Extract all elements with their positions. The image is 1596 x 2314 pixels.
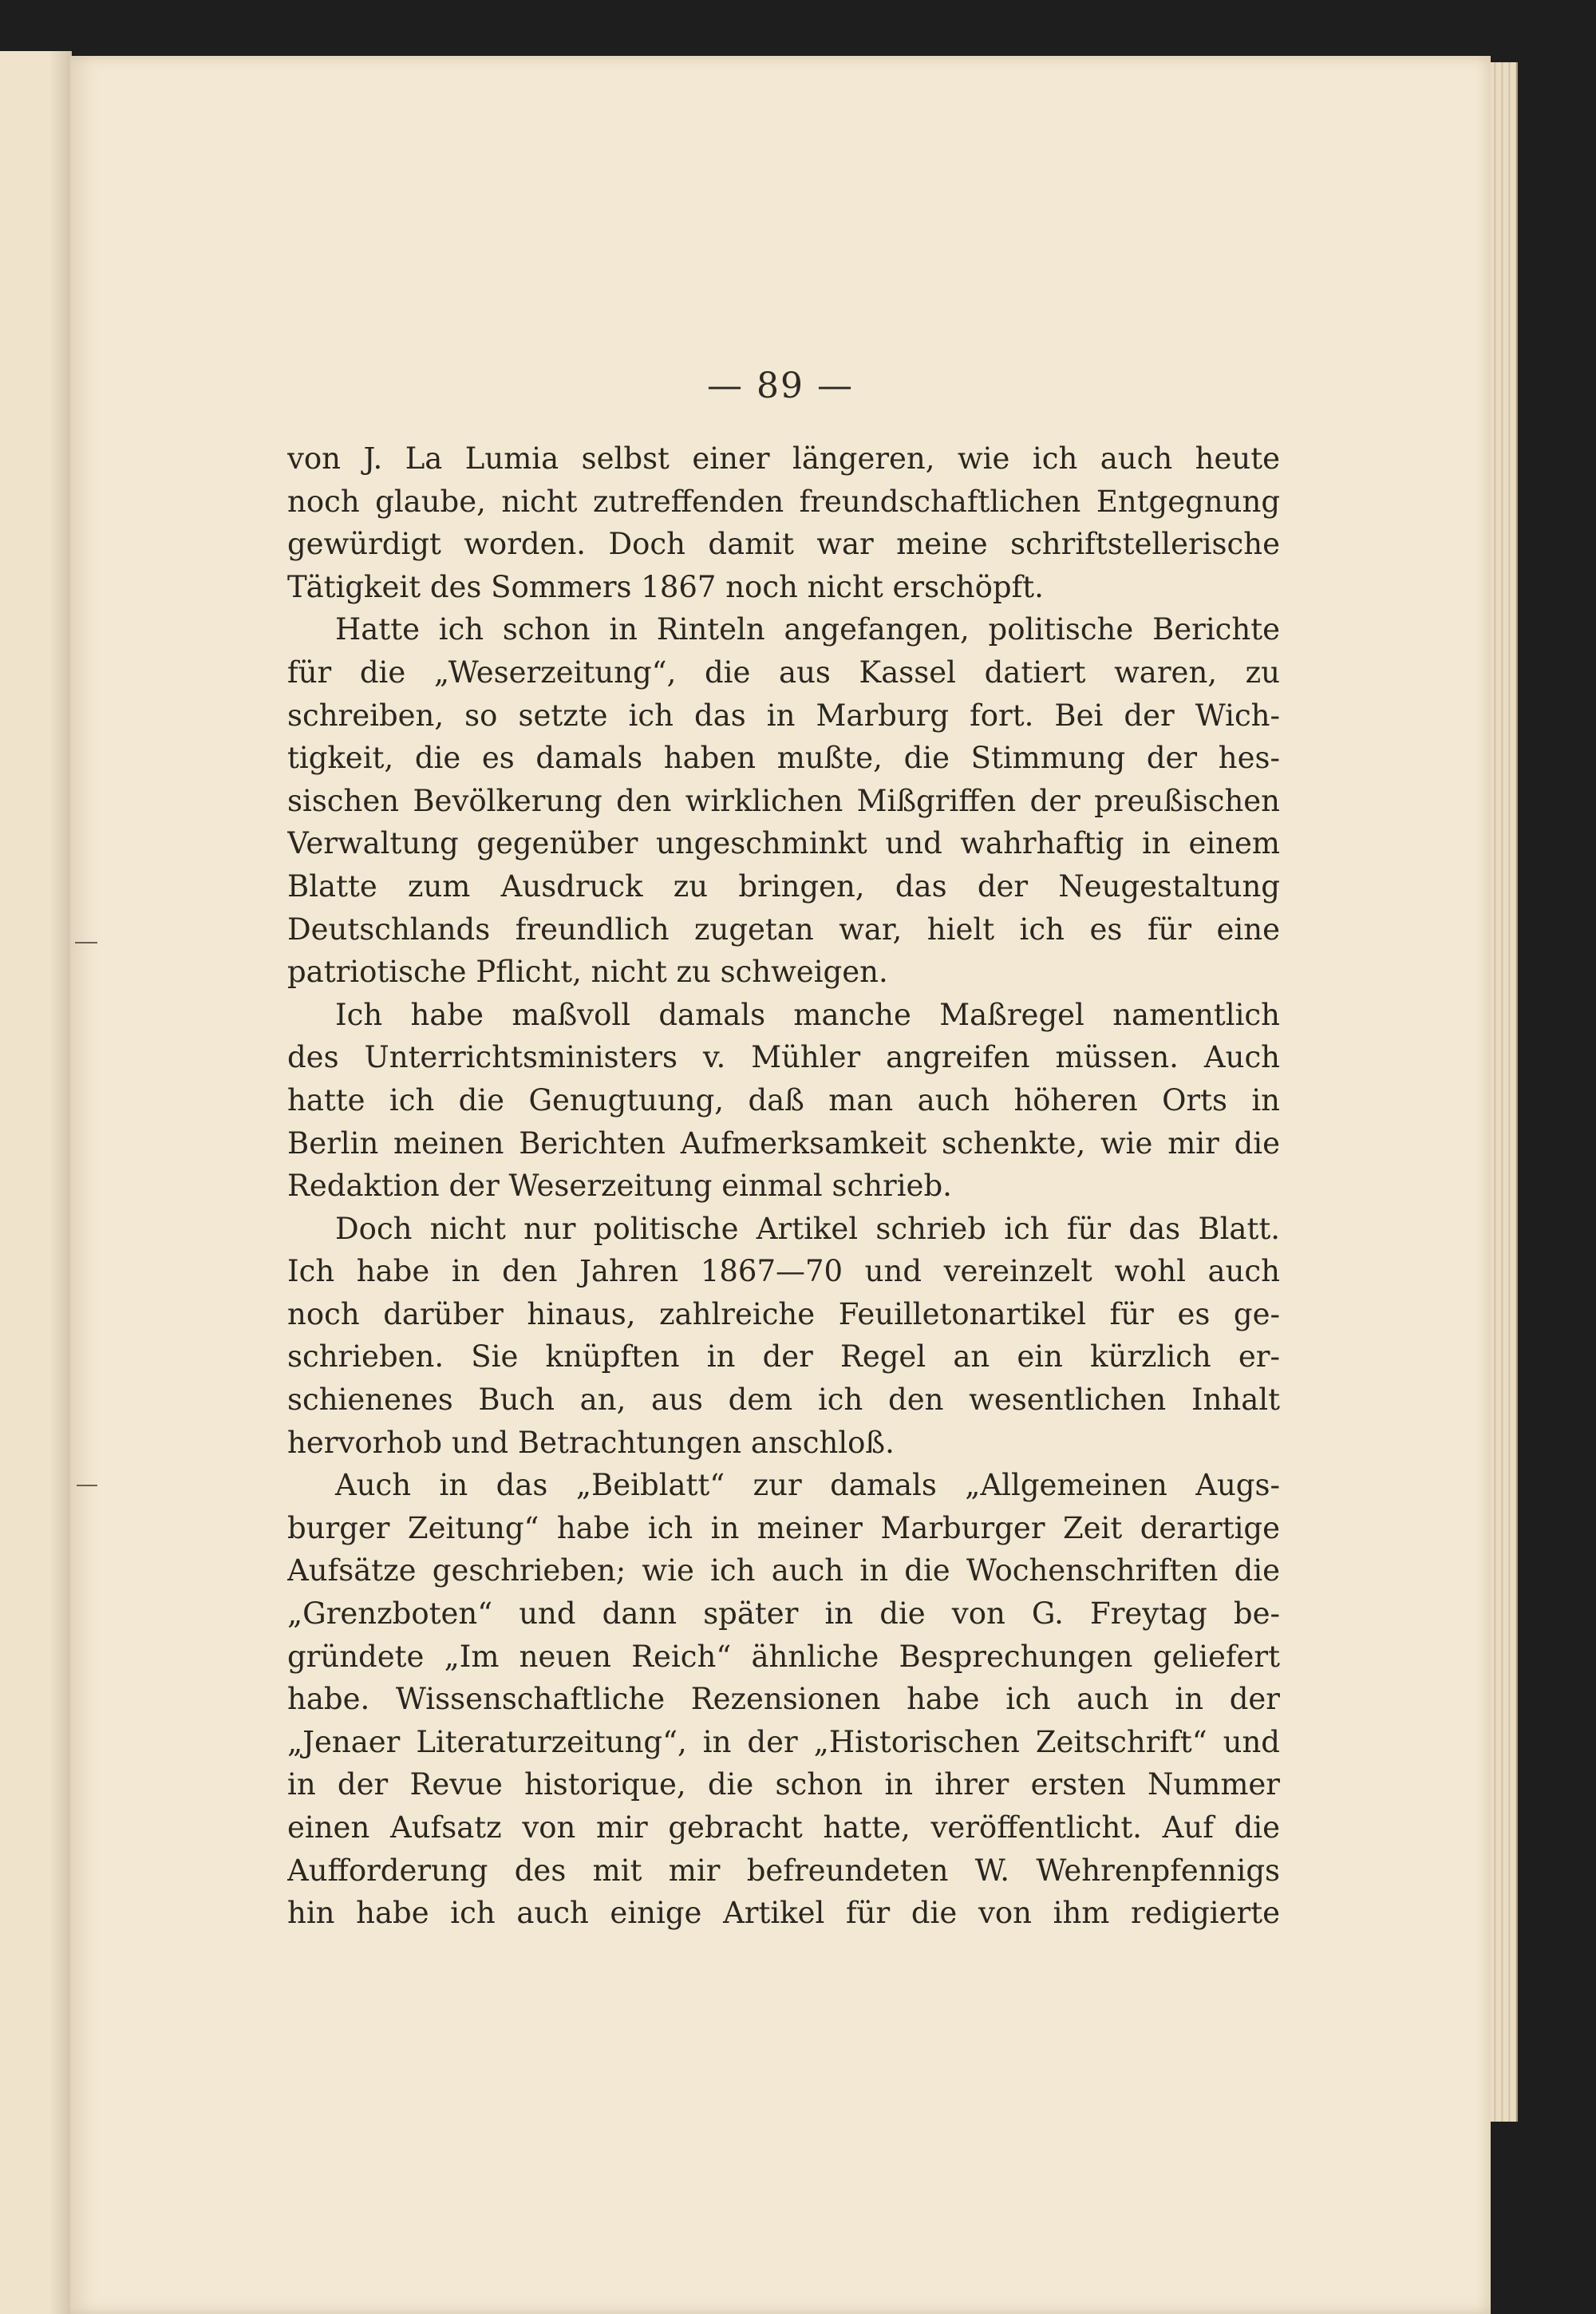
text-line: Ich habe in den Jahren 1867—70 und vereinzelt wohl auch bbox=[287, 1254, 1280, 1289]
text-line: „Grenzboten“ und dann später in die von G. Freytag be- bbox=[287, 1596, 1280, 1632]
text-line: Auch in das „Beiblatt“ zur damals „Allgemeinen Augs- bbox=[335, 1468, 1280, 1503]
text-line: tigkeit, die es damals haben mußte, die Stimmung der hes- bbox=[287, 741, 1280, 776]
text-line: „Jenaer Literaturzeitung“, in der „Historischen Zeitschrift“ und bbox=[287, 1724, 1280, 1759]
text-line: Tätigkeit des Sommers 1867 noch nicht erschöpft. bbox=[287, 569, 1044, 604]
text-line: gewürdigt worden. Doch damit war meine schriftstellerische bbox=[287, 527, 1280, 562]
text-line: in der Revue historique, die schon in ihrer ersten Nummer bbox=[287, 1767, 1280, 1802]
text-line: hin habe ich auch einige Artikel für die von ihm redigierte bbox=[287, 1896, 1280, 1931]
text-line: Blatte zum Ausdruck zu bringen, das der Neugestaltung bbox=[287, 868, 1280, 904]
text-line: des Unterrichtsministers v. Mühler angreifen müssen. Auch bbox=[287, 1040, 1280, 1075]
gutter-shadow bbox=[49, 51, 70, 2314]
text-line: habe. Wissenschaftliche Rezensionen habe ich auch in der bbox=[287, 1682, 1280, 1717]
text-line: Doch nicht nur politische Artikel schrieb ich für das Blatt. bbox=[335, 1211, 1280, 1246]
text-line: hervorhob und Betrachtungen anschloß. bbox=[287, 1425, 895, 1460]
text-line: von J. La Lumia selbst einer längeren, wie ich auch heute bbox=[287, 441, 1280, 476]
text-line: Deutschlands freundlich zugetan war, hielt ich es für eine bbox=[287, 912, 1280, 947]
text-line: patriotische Pflicht, nicht zu schweigen. bbox=[287, 955, 888, 990]
text-line: schienenes Buch an, aus dem ich den wesentlichen Inhalt bbox=[287, 1382, 1280, 1418]
margin-mark-top bbox=[75, 942, 97, 943]
text-line: sischen Bevölkerung den wirklichen Mißgriffen der preußischen bbox=[287, 783, 1280, 818]
left-page-edge bbox=[0, 51, 72, 2314]
text-line: Aufforderung des mit mir befreundeten W. Wehrenpfennigs bbox=[287, 1853, 1280, 1888]
text-line: Verwaltung gegenüber ungeschminkt und wahrhaftig in einem bbox=[287, 826, 1280, 861]
text-line: hatte ich die Genugtuung, daß man auch höheren Orts in bbox=[287, 1082, 1280, 1117]
book-page bbox=[70, 56, 1491, 2314]
text-line: Hatte ich schon in Rinteln angefangen, politische Berichte bbox=[335, 612, 1280, 647]
text-line: Redaktion der Weserzeitung einmal schrieb. bbox=[287, 1169, 952, 1204]
text-line: noch darüber hinaus, zahlreiche Feuilletonartikel für es ge- bbox=[287, 1296, 1280, 1331]
text-line: Berlin meinen Berichten Aufmerksamkeit schenkte, wie mir die bbox=[287, 1125, 1280, 1161]
text-line: für die „Weserzeitung“, die aus Kassel datiert waren, zu bbox=[287, 655, 1280, 690]
text-line: gründete „Im neuen Reich“ ähnliche Besprechungen geliefert bbox=[287, 1639, 1280, 1674]
text-line: noch glaube, nicht zutreffenden freundschaftlichen Entgegnung bbox=[287, 484, 1280, 519]
text-line: schreiben, so setzte ich das in Marburg fort. Bei der Wich- bbox=[287, 698, 1280, 733]
text-line: burger Zeitung“ habe ich in meiner Marburger Zeit derartige bbox=[287, 1510, 1280, 1545]
body-text bbox=[287, 437, 1280, 1935]
page-number: — 89 — bbox=[707, 366, 854, 406]
text-line: Aufsätze geschrieben; wie ich auch in die Wochenschriften die bbox=[287, 1553, 1280, 1588]
text-line: einen Aufsatz von mir gebracht hatte, veröffentlicht. Auf die bbox=[287, 1810, 1280, 1845]
text-line: schrieben. Sie knüpften in der Regel an ein kürzlich er- bbox=[287, 1339, 1280, 1375]
margin-mark-bottom bbox=[77, 1485, 97, 1486]
text-line: Ich habe maßvoll damals manche Maßregel namentlich bbox=[335, 997, 1280, 1032]
